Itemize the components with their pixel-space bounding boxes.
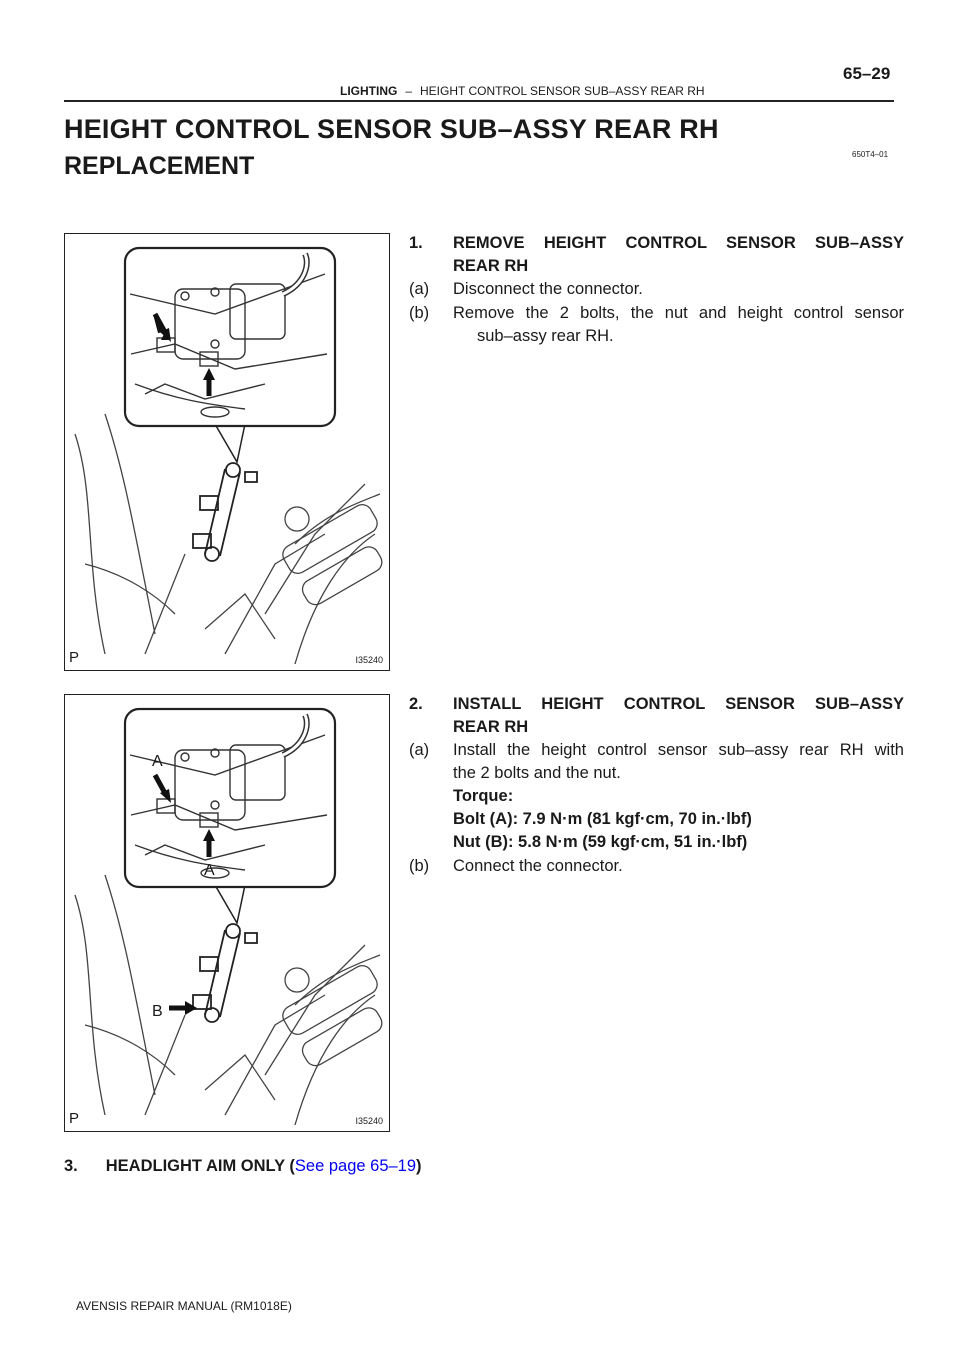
- substep-label: (b): [409, 304, 430, 322]
- substep-label: (b): [409, 857, 430, 875]
- torque-label: Torque:: [453, 787, 514, 805]
- torque-nut-spec: Nut (B): 5.8 N·m (59 kgf·cm, 51 in.·lbf): [453, 833, 748, 851]
- torque-bolt-spec: Bolt (A): 7.9 N·m (81 kgf·cm, 70 in.·lbf): [453, 810, 752, 828]
- substep-text: Install the height control sensor sub–assy rear RH with: [453, 741, 904, 759]
- page-subtitle: REPLACEMENT: [64, 152, 255, 180]
- substep-label: (a): [409, 741, 430, 759]
- figure-label-a-bottom: A: [204, 862, 215, 879]
- substep-text: Disconnect the connector.: [453, 280, 643, 298]
- step-3-headlight-aim: [64, 1155, 422, 1178]
- step-title-line1: INSTALL HEIGHT CONTROL SENSOR SUB–ASSY: [453, 695, 904, 713]
- figure-remove-sensor: [64, 233, 390, 671]
- figure-install-illustration: [65, 695, 391, 1133]
- figure-label-b: B: [152, 1003, 163, 1020]
- step-number: 3.: [64, 1157, 78, 1175]
- step-title-close: ): [416, 1157, 422, 1175]
- figure-code: I35240: [355, 655, 383, 665]
- footer-manual-title: AVENSIS REPAIR MANUAL (RM1018E): [76, 1299, 292, 1313]
- figure-corner-letter: P: [69, 1110, 80, 1127]
- header-section: LIGHTING: [340, 84, 398, 98]
- figure-label-a-top: A: [152, 753, 163, 770]
- page-number: 65–29: [843, 64, 891, 83]
- substep-label: (a): [409, 280, 430, 298]
- step-title-line2: REAR RH: [453, 257, 529, 275]
- substep-text-cont: sub–assy rear RH.: [477, 327, 614, 345]
- substep-text-cont: the 2 bolts and the nut.: [453, 764, 621, 782]
- substep-text: Remove the 2 bolts, the nut and height control sensor: [453, 304, 904, 322]
- step-2-install: [409, 693, 904, 893]
- page-title: HEIGHT CONTROL SENSOR SUB–ASSY REAR RH: [64, 114, 719, 144]
- running-header: [340, 84, 705, 98]
- figure-code: I35240: [355, 1116, 383, 1126]
- header-separator: –: [405, 84, 413, 98]
- header-rule: [64, 100, 894, 102]
- step-title-line1: REMOVE HEIGHT CONTROL SENSOR SUB–ASSY: [453, 234, 904, 252]
- see-page-link[interactable]: See page 65–19: [294, 1157, 417, 1175]
- step-title: HEADLIGHT AIM ONLY (: [105, 1157, 295, 1175]
- header-subsection: HEIGHT CONTROL SENSOR SUB–ASSY REAR RH: [420, 84, 705, 98]
- figure-corner-letter: P: [69, 649, 80, 666]
- step-1-remove: [409, 232, 904, 352]
- step-number: 1.: [409, 234, 423, 252]
- figure-install-sensor: [64, 694, 390, 1132]
- step-title-line2: REAR RH: [453, 718, 529, 736]
- substep-text: Connect the connector.: [453, 857, 623, 875]
- figure-remove-illustration: [65, 234, 391, 672]
- step-number: 2.: [409, 695, 423, 713]
- document-id: 650T4–01: [852, 150, 889, 159]
